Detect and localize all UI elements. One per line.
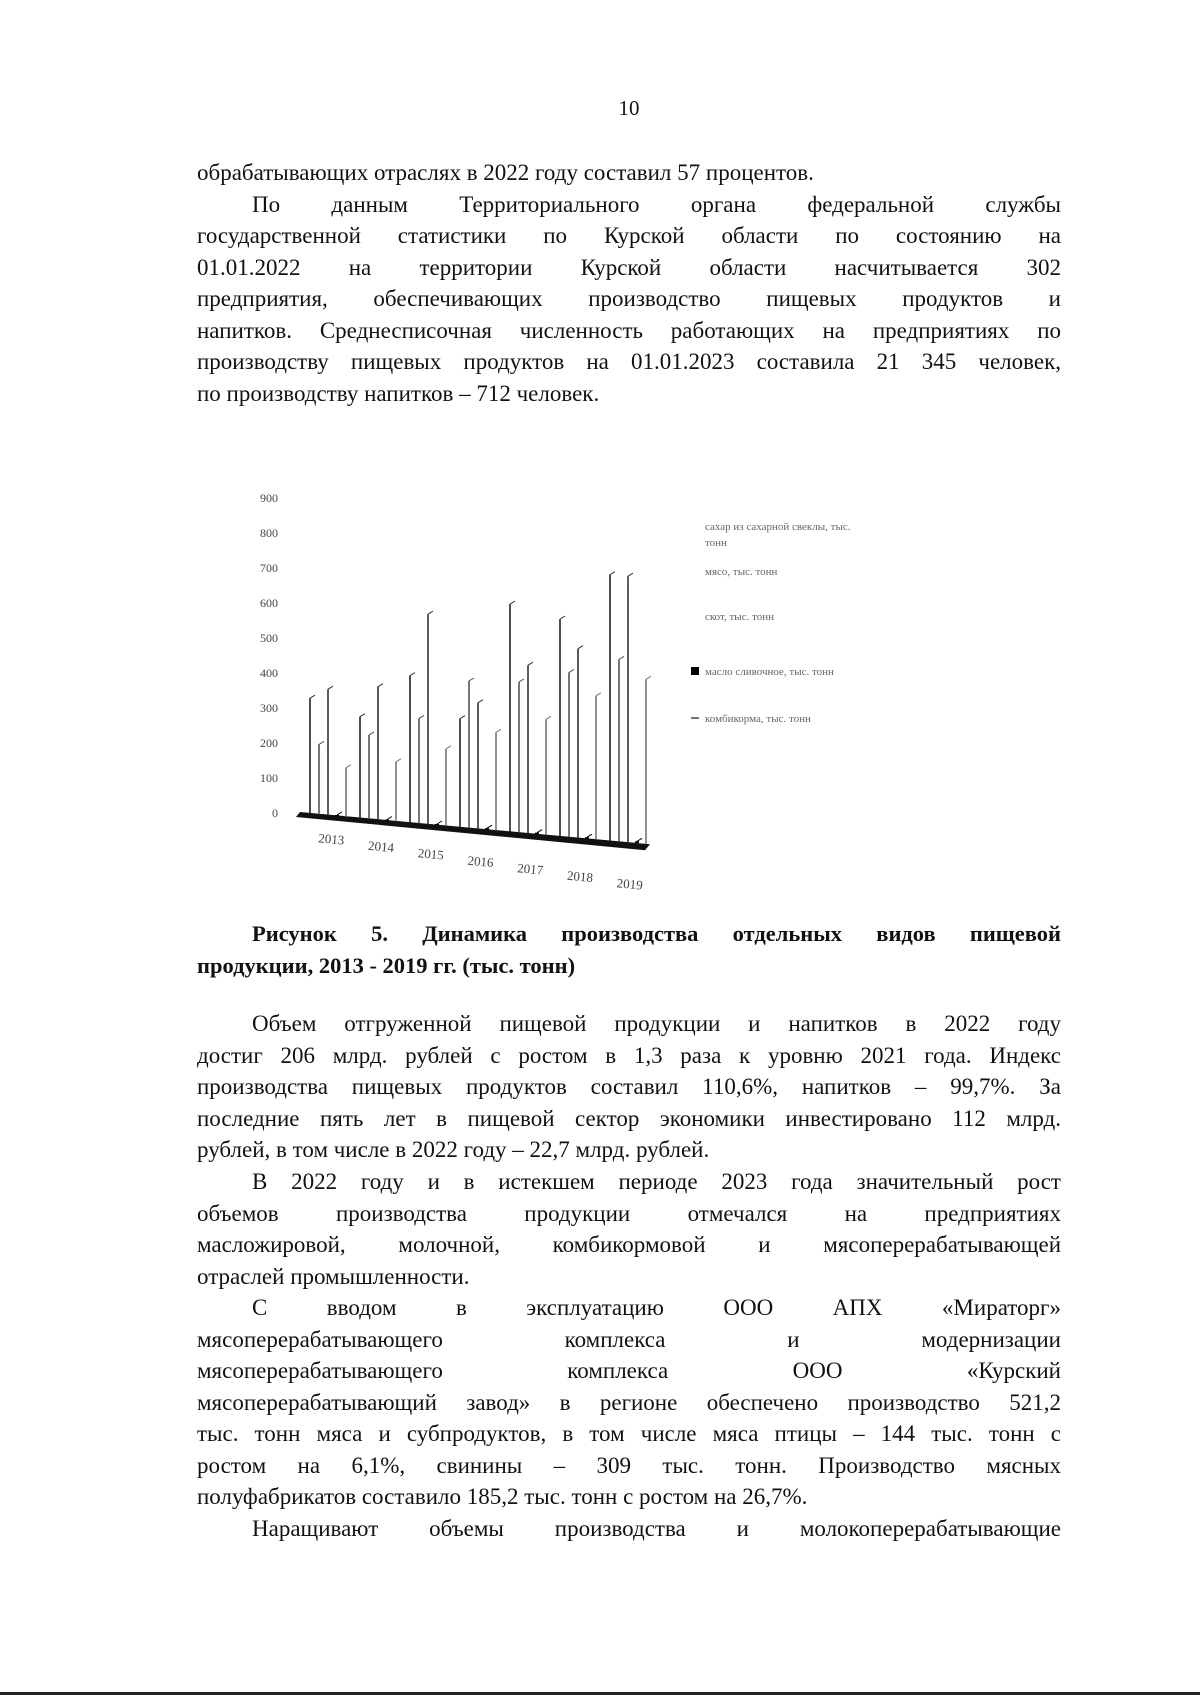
bar-cap [387,817,392,820]
paragraph-1 [197,157,1061,409]
legend-marker-square [691,667,699,675]
text-line: масложировой, молочной, комбикормовой и мясоперерабатывающей [197,1232,1061,1257]
bar-cap [528,662,533,665]
text-line: напитков. Среднесписочная численность работающих на предприятиях по [197,317,1061,343]
bar-cap [310,695,315,698]
bar-cap [346,765,351,768]
text-line: 01.01.2022 на территории Курской области насчитывается 302 [197,254,1061,280]
bar-cap [560,616,565,619]
y-tick-label: 600 [260,596,278,610]
bar-cap [478,700,483,703]
text-line: С вводом в эксплуатацию ООО АПХ «Мираторг» [252,1295,1061,1320]
bar-cap [546,716,551,719]
text-line: мясоперерабатывающий завод» в регионе обеспечено производство 521,2 [197,1389,1061,1415]
x-tick-label: 2017 [516,860,544,878]
bar-cap [628,573,633,576]
page-bottom-border [0,1692,1200,1695]
figure-caption [197,918,1061,981]
x-tick-label: 2016 [466,852,495,871]
x-tick-label: 2019 [616,875,644,893]
bar-cap [569,669,574,672]
bar-cap [537,830,542,833]
text-line: производства пищевых продуктов составил 110,6%, напитков – 99,7%. За [197,1074,1061,1099]
bar-cap [419,715,424,718]
bar-cap [337,812,342,815]
bar-cap [369,732,374,735]
text-line: Наращивают объемы производства и молокоперерабатывающие [252,1516,1061,1541]
bar-cap [319,741,324,744]
bar-cap [460,716,465,719]
chart-floor [296,812,650,850]
bar-chart [250,460,1030,915]
y-tick-label: 0 [272,806,278,820]
x-tick-label: 2013 [317,830,345,848]
x-tick-label: 2014 [367,837,395,856]
legend-entry: комбикорма, тыс. тонн [705,713,811,725]
bar-cap [469,678,474,681]
page-number: 10 [618,96,640,120]
y-tick-label: 700 [260,561,278,575]
text-line: предприятия, обеспечивающих производство пищевых продуктов и [197,286,1061,311]
bar-cap [496,729,501,732]
paragraph-4 [197,1292,1061,1513]
y-tick-label: 300 [260,701,278,715]
bar-cap [596,693,601,696]
text-line: По данным Территориального органа федеральной службы [252,191,1061,217]
text-line: по производству напитков – 712 человек. [197,380,600,406]
legend-entry: скот, тыс. тонн [705,611,775,623]
bar-cap [578,646,583,649]
text-line: отраслей промышленности. [197,1263,470,1289]
bar-cap [637,838,642,841]
text-line: объемов производства продукции отмечался на предприятиях [197,1200,1061,1226]
legend-entry: мясо, тыс. тонн [705,566,778,578]
bar-cap [396,759,401,762]
bar-cap [328,686,333,689]
x-tick-label: 2018 [566,867,594,886]
text-line: тыс. тонн мяса и субпродуктов, в том числе мяса птицы – 144 тыс. тонн с [197,1421,1061,1446]
text-line: производству пищевых продуктов на 01.01.2023 составила 21 345 человек, [197,349,1061,374]
bar-cap [587,834,592,837]
x-tick-label: 2015 [417,845,445,863]
bar-cap [437,821,442,824]
text-line: мясоперерабатывающего комплекса ООО «Курский [197,1358,1061,1383]
text-line: рублей, в том числе в 2022 году – 22,7 млрд. рублей. [197,1137,710,1162]
text-line: полуфабрикатов составило 185,2 тыс. тонн с ростом на 26,7%. [197,1484,808,1509]
paragraph-2 [197,1008,1061,1166]
text-line: ростом на 6,1%, свинины – 309 тыс. тонн. Производство мясных [197,1452,1061,1478]
text-line: последние пять лет в пищевой сектор экономики инвестировано 112 млрд. [197,1105,1061,1131]
bar-cap [378,684,383,687]
text-line: обрабатывающих отраслях в 2022 году составил 57 процентов. [197,160,814,185]
bar-cap [519,679,524,682]
bar-cap [510,601,515,604]
bar-cap [610,572,615,575]
legend-entry: сахар из сахарной свеклы, тыс. тонн [705,521,851,549]
paragraph-3 [197,1166,1061,1292]
y-tick-label: 400 [260,666,278,680]
figure-5-chart [250,460,1030,915]
text-line: Объем отгруженной пищевой продукции и напитков в 2022 году [252,1011,1061,1036]
bar-cap [410,673,415,676]
bar-cap [487,825,492,828]
y-tick-label: 100 [260,771,278,785]
bar-cap [428,611,433,614]
y-tick-label: 200 [260,736,278,750]
y-tick-label: 800 [260,526,278,540]
legend-entry: масло сливочное, тыс. тонн [705,666,834,678]
bar-cap [360,714,365,717]
text-line: В 2022 году и в истекшем периоде 2023 года значительный рост [252,1169,1061,1194]
text-line: мясоперерабатывающего комплекса и модернизации [197,1326,1061,1352]
bar-cap [446,746,451,749]
caption-line: Рисунок 5. Динамика производства отдельных видов пищевой [252,921,1061,946]
y-tick-label: 900 [260,491,278,505]
bar-cap [619,656,624,659]
text-line: государственной статистики по Курской области по состоянию на [197,223,1061,248]
y-tick-label: 500 [260,631,278,645]
caption-line: продукции, 2013 - 2019 гг. (тыс. тонн) [197,952,576,978]
text-line: достиг 206 млрд. рублей с ростом в 1,3 раза к уровню 2021 года. Индекс [197,1042,1061,1068]
paragraph-5 [197,1513,1061,1545]
bar-cap [646,676,651,679]
